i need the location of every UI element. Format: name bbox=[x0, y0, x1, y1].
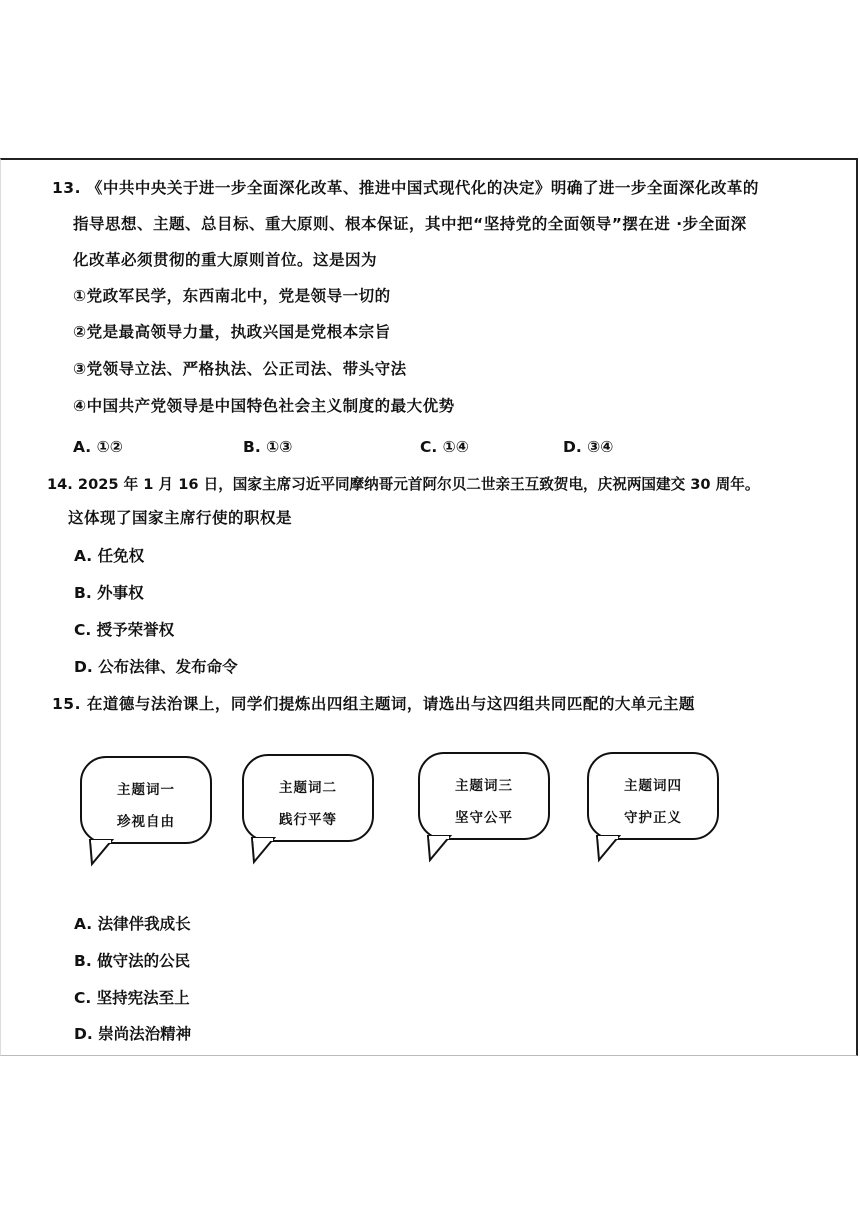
theme-bubble-1 bbox=[80, 756, 212, 844]
theme-bubble-4 bbox=[587, 752, 719, 840]
q14-option-c: C. 授予荣誉权 bbox=[74, 621, 175, 639]
theme-bubble-4-tail bbox=[595, 836, 623, 862]
theme-bubble-2 bbox=[242, 754, 374, 842]
theme-bubble-1-title: 主题词一 bbox=[117, 782, 175, 798]
q13-stem-line-2: 指导思想、主题、总目标、重大原则、根本保证，其中把“坚持党的全面领导”摆在进 ·步全面深 bbox=[73, 215, 747, 233]
theme-bubble-2-title: 主题词二 bbox=[279, 780, 337, 796]
theme-bubble-2-text: 践行平等 bbox=[279, 812, 337, 828]
theme-bubble-4-title: 主题词四 bbox=[624, 778, 682, 794]
q14-stem-line-1: 14. 2025 年 1 月 16 日，国家主席习近平同摩纳哥元首阿尔贝二世亲王互致贺电，庆祝两国建交 30 周年。 bbox=[47, 476, 760, 493]
q13-statement-4: ④中国共产党领导是中国特色社会主义制度的最大优势 bbox=[73, 397, 455, 415]
q14-option-a: A. 任免权 bbox=[74, 547, 145, 565]
theme-bubble-3-tail bbox=[426, 836, 454, 862]
theme-bubble-3 bbox=[418, 752, 550, 840]
q14-stem-line-2: 这体现了国家主席行使的职权是 bbox=[68, 509, 293, 527]
theme-bubble-3-title: 主题词三 bbox=[455, 778, 513, 794]
theme-bubble-3-text: 坚守公平 bbox=[455, 810, 513, 826]
q13-option-c: C. ①④ bbox=[420, 438, 469, 456]
q15-option-c: C. 坚持宪法至上 bbox=[74, 989, 190, 1007]
q13-stem-line-1: 13. 《中共中央关于进一步全面深化改革、推进中国式现代化的决定》明确了进一步全面深化改革的 bbox=[52, 179, 759, 197]
q15-option-a: A. 法律伴我成长 bbox=[74, 915, 191, 933]
theme-bubble-1-tail bbox=[88, 840, 116, 866]
theme-bubble-1-text: 珍视自由 bbox=[117, 814, 175, 830]
q13-option-b: B. ①③ bbox=[243, 438, 293, 456]
theme-bubble-4-text: 守护正义 bbox=[624, 810, 682, 826]
theme-bubble-2-tail bbox=[250, 838, 278, 864]
q15-option-d: D. 崇尚法治精神 bbox=[74, 1025, 192, 1043]
q13-option-d: D. ③④ bbox=[563, 438, 614, 456]
q15-stem: 15. 在道德与法治课上，同学们提炼出四组主题词，请选出与这四组共同匹配的大单元主题 bbox=[52, 695, 695, 713]
q14-option-d: D. 公布法律、发布命令 bbox=[74, 658, 238, 676]
q13-statement-1: ①党政军民学，东西南北中，党是领导一切的 bbox=[73, 287, 391, 305]
q13-statement-2: ②党是最高领导力量，执政兴国是党根本宗旨 bbox=[73, 323, 391, 341]
q13-stem-line-3: 化改革必须贯彻的重大原则首位。这是因为 bbox=[73, 251, 378, 269]
q13-statement-3: ③党领导立法、严格执法、公正司法、带头守法 bbox=[73, 360, 407, 378]
q15-option-b: B. 做守法的公民 bbox=[74, 952, 191, 970]
q14-option-b: B. 外事权 bbox=[74, 584, 144, 602]
q13-option-a: A. ①② bbox=[73, 438, 123, 456]
